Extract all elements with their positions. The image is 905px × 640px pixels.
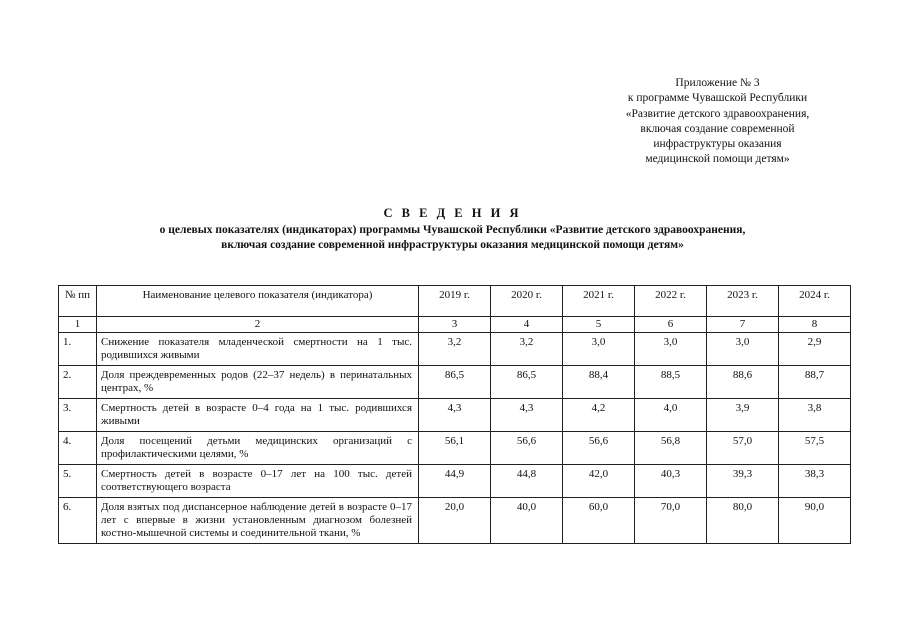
indicator-value: 3,2 xyxy=(491,333,563,366)
indicator-value: 86,5 xyxy=(491,366,563,399)
column-number: 3 xyxy=(419,317,491,333)
indicator-value: 3,0 xyxy=(635,333,707,366)
indicator-name: Снижение показателя младенческой смертности на 1 тыс. родившихся живыми xyxy=(97,333,419,366)
table-row xyxy=(59,432,851,465)
indicator-value: 60,0 xyxy=(563,498,635,544)
indicator-value: 3,2 xyxy=(419,333,491,366)
document-subtitle-line-2: включая создание современной инфраструктуры оказания медицинской помощи детям» xyxy=(221,239,684,251)
indicator-value: 57,5 xyxy=(779,432,851,465)
indicator-value: 40,0 xyxy=(491,498,563,544)
indicator-value: 20,0 xyxy=(419,498,491,544)
table-row xyxy=(59,465,851,498)
column-number: 7 xyxy=(707,317,779,333)
appendix-line: «Развитие детского здравоохранения, xyxy=(625,107,810,120)
indicator-name: Доля преждевременных родов (22–37 недель) в перинатальных центрах, % xyxy=(97,366,419,399)
indicator-value: 88,4 xyxy=(563,366,635,399)
indicator-value: 2,9 xyxy=(779,333,851,366)
table-row xyxy=(59,498,851,544)
indicator-value: 56,8 xyxy=(635,432,707,465)
indicator-value: 38,3 xyxy=(779,465,851,498)
indicator-value: 44,8 xyxy=(491,465,563,498)
header-name: Наименование целевого показателя (индикатора) xyxy=(97,286,419,317)
column-number: 2 xyxy=(97,317,419,333)
document-title: С В Е Д Е Н И Я xyxy=(383,206,522,220)
column-number: 5 xyxy=(563,317,635,333)
indicator-name: Смертность детей в возрасте 0–17 лет на 100 тыс. детей соответствующего возраста xyxy=(97,465,419,498)
indicator-name: Доля посещений детьми медицинских организаций с профилактическими целями, % xyxy=(97,432,419,465)
column-number-row xyxy=(59,317,851,333)
indicator-name: Доля взятых под диспансерное наблюдение детей в возрасте 0–17 лет с впервые в жизни установленным диагнозом болезней костно-мышечной системы и соединительной ткани, % xyxy=(97,498,419,544)
header-year: 2021 г. xyxy=(563,286,635,317)
column-number: 4 xyxy=(491,317,563,333)
header-year: 2020 г. xyxy=(491,286,563,317)
column-number: 8 xyxy=(779,317,851,333)
document-subtitle-line-1: о целевых показателях (индикаторах) программы Чувашской Республики «Развитие детского здравоохранения, xyxy=(159,224,746,236)
header-year: 2023 г. xyxy=(707,286,779,317)
indicator-value: 42,0 xyxy=(563,465,635,498)
indicator-value: 88,7 xyxy=(779,366,851,399)
row-number: 6. xyxy=(59,498,97,544)
appendix-line: Приложение № 3 xyxy=(675,77,760,89)
indicator-value: 3,8 xyxy=(779,399,851,432)
indicator-value: 44,9 xyxy=(419,465,491,498)
row-number: 3. xyxy=(59,399,97,432)
indicator-value: 57,0 xyxy=(707,432,779,465)
table-row xyxy=(59,399,851,432)
indicator-value: 4,3 xyxy=(491,399,563,432)
indicator-value: 80,0 xyxy=(707,498,779,544)
row-number: 5. xyxy=(59,465,97,498)
indicator-value: 39,3 xyxy=(707,465,779,498)
column-number: 6 xyxy=(635,317,707,333)
appendix-line: медицинской помощи детям» xyxy=(645,153,790,166)
header-year: 2024 г. xyxy=(779,286,851,317)
appendix-line: к программе Чувашской Республики xyxy=(627,92,808,105)
header-year: 2022 г. xyxy=(635,286,707,317)
indicator-value: 4,0 xyxy=(635,399,707,432)
indicator-value: 40,3 xyxy=(635,465,707,498)
indicator-value: 3,9 xyxy=(707,399,779,432)
column-number: 1 xyxy=(59,317,97,333)
indicator-value: 56,6 xyxy=(563,432,635,465)
row-number: 1. xyxy=(59,333,97,366)
indicator-value: 4,2 xyxy=(563,399,635,432)
indicator-value: 3,0 xyxy=(563,333,635,366)
row-number: 4. xyxy=(59,432,97,465)
indicator-value: 3,0 xyxy=(707,333,779,366)
indicator-value: 88,5 xyxy=(635,366,707,399)
header-num: № пп xyxy=(59,286,97,317)
table-row xyxy=(59,366,851,399)
indicator-value: 56,6 xyxy=(491,432,563,465)
indicator-value: 4,3 xyxy=(419,399,491,432)
indicator-value: 90,0 xyxy=(779,498,851,544)
header-year: 2019 г. xyxy=(419,286,491,317)
indicator-value: 70,0 xyxy=(635,498,707,544)
appendix-line: инфраструктуры оказания xyxy=(653,138,782,151)
indicator-name: Смертность детей в возрасте 0–4 года на 1 тыс. родившихся живыми xyxy=(97,399,419,432)
header-row xyxy=(59,286,851,317)
table-row xyxy=(59,333,851,366)
appendix-line: включая создание современной xyxy=(640,122,795,135)
appendix-header xyxy=(590,76,845,168)
row-number: 2. xyxy=(59,366,97,399)
indicator-value: 88,6 xyxy=(707,366,779,399)
indicators-table xyxy=(58,285,851,544)
indicator-value: 56,1 xyxy=(419,432,491,465)
indicator-value: 86,5 xyxy=(419,366,491,399)
